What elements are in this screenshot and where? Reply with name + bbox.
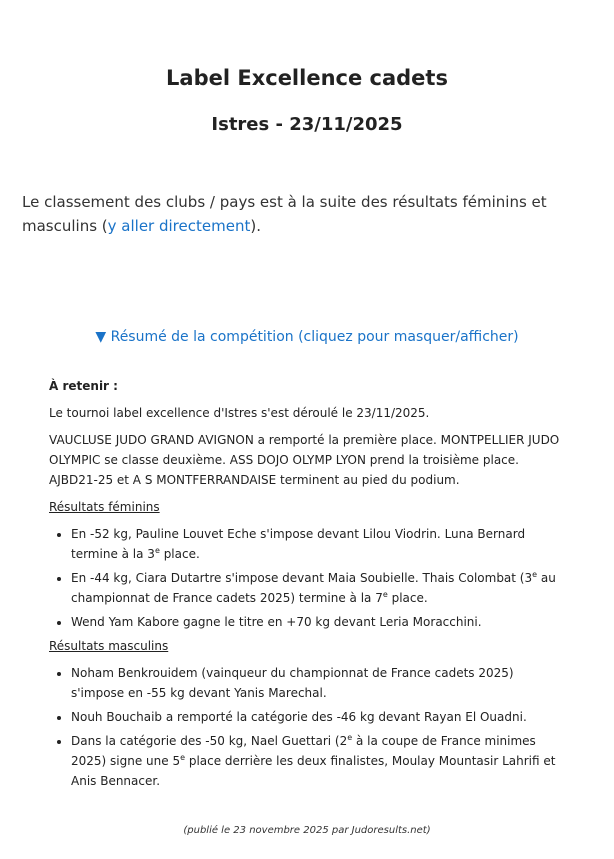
publication-note: (publié le 23 novembre 2025 par Judoresults.net) <box>183 825 431 836</box>
list-item: • Noham Benkrouidem (vainqueur du championnat de France cadets 2025) s'impose en -55 kg devant Yanis Marechal. <box>71 663 569 703</box>
list-item: • En -44 kg, Ciara Dutartre s'impose devant Maia Soubielle. Thais Colombat (3e au championnat de France cadets 2025) termine à la 7e place. <box>71 568 569 608</box>
men-results-list <box>49 663 569 791</box>
page-title: Label Excellence cadets <box>166 66 448 90</box>
page-subtitle: Istres - 23/11/2025 <box>211 114 403 135</box>
summary-intro: Le tournoi label excellence d'Istres s'est déroulé le 23/11/2025. <box>49 406 430 420</box>
men-results-title: Résultats masculins <box>49 639 169 653</box>
list-item: • Dans la catégorie des -50 kg, Nael Guettari (2e à la coupe de France minimes 2025) signe une 5e place derrière les deux finalistes, Moulay Mountasir Lahrifi et Anis Bennacer. <box>71 731 569 791</box>
intro-paragraph <box>22 190 597 238</box>
summary-heading: À retenir : <box>49 379 118 393</box>
list-item: • Wend Yam Kabore gagne le titre en +70 kg devant Leria Moracchini. <box>71 612 569 632</box>
competition-summary <box>49 376 569 795</box>
intro-text: Le classement des clubs / pays est à la suite des résultats féminins et masculins ( <box>22 193 547 235</box>
summary-toggle[interactable]: ▼ Résumé de la compétition (cliquez pour masquer/afficher) <box>95 329 519 345</box>
list-item: • En -52 kg, Pauline Louvet Eche s'impose devant Lilou Viodrin. Luna Bernard termine à la 3e place. <box>71 524 569 564</box>
women-results-title: Résultats féminins <box>49 500 160 514</box>
summary-podium: VAUCLUSE JUDO GRAND AVIGNON a remporté la première place. MONTPELLIER JUDO OLYMPIC se classe deuxième. ASS DOJO OLYMP LYON prend la troisième place. AJBD21-25 et A S MONTFERRANDAISE terminent au pied du podium. <box>49 433 560 487</box>
women-results-list <box>49 524 569 632</box>
list-item: • Nouh Bouchaib a remporté la catégorie des -46 kg devant Rayan El Ouadni. <box>71 707 569 727</box>
jump-to-ranking-link[interactable]: y aller directement <box>107 217 251 235</box>
intro-after: ). <box>250 217 261 235</box>
